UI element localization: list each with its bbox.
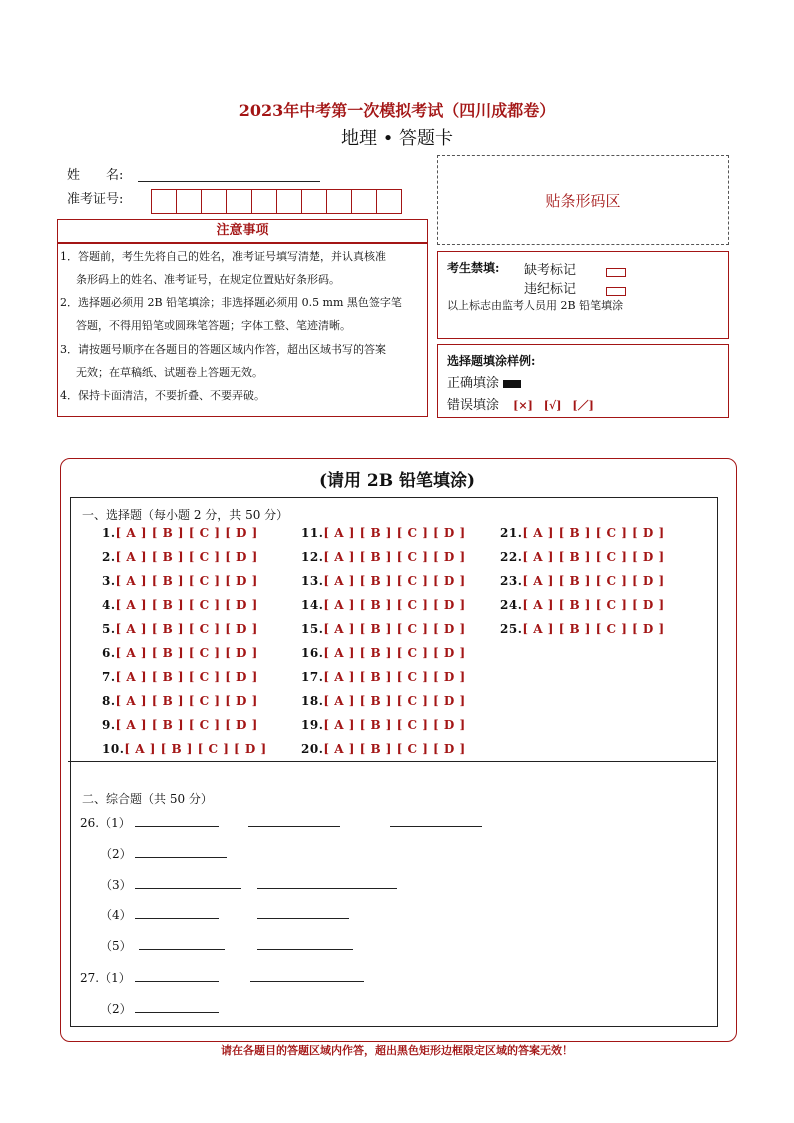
choice-row[interactable]: 1.[ A ] [ B ] [ C ] [ D ] bbox=[102, 526, 258, 540]
id-label: 准考证号: bbox=[67, 192, 124, 207]
answer-blank[interactable] bbox=[135, 876, 241, 889]
q26-4: （4） bbox=[100, 906, 349, 923]
answer-blank[interactable] bbox=[135, 814, 219, 827]
choice-row[interactable]: 23.[ A ] [ B ] [ C ] [ D ] bbox=[500, 574, 665, 588]
choice-column-2 bbox=[301, 526, 466, 766]
choice-row[interactable]: 15.[ A ] [ B ] [ C ] [ D ] bbox=[301, 622, 466, 636]
choice-column-3 bbox=[500, 526, 665, 646]
notice-item: 无效；在草稿纸、试题卷上答题无效。 bbox=[76, 366, 263, 379]
choice-row[interactable]: 17.[ A ] [ B ] [ C ] [ D ] bbox=[301, 670, 466, 684]
violation-label: 违纪标记 bbox=[524, 282, 577, 297]
name-label: 姓 名: bbox=[67, 168, 124, 183]
choice-row[interactable]: 12.[ A ] [ B ] [ C ] [ D ] bbox=[301, 550, 466, 564]
correct-fill-label: 正确填涂 bbox=[447, 376, 500, 391]
answer-blank[interactable] bbox=[135, 969, 219, 982]
id-digit-box[interactable] bbox=[176, 189, 202, 214]
q27-2: （2） bbox=[100, 1000, 219, 1017]
choice-row[interactable]: 5.[ A ] [ B ] [ C ] [ D ] bbox=[102, 622, 258, 636]
choice-row[interactable]: 9.[ A ] [ B ] [ C ] [ D ] bbox=[102, 718, 258, 732]
wrong-fill-label: 错误填涂 bbox=[447, 398, 500, 413]
choice-row[interactable]: 2.[ A ] [ B ] [ C ] [ D ] bbox=[102, 550, 258, 564]
pen-note: (请用 2B 铅笔填涂) bbox=[318, 471, 476, 491]
q27-1: 27.（1） bbox=[80, 969, 364, 986]
id-digit-box[interactable] bbox=[151, 189, 177, 214]
answer-blank[interactable] bbox=[248, 814, 340, 827]
answer-blank[interactable] bbox=[135, 845, 227, 858]
id-digit-box[interactable] bbox=[276, 189, 302, 214]
id-digit-box[interactable] bbox=[201, 189, 227, 214]
exam-title: 2023年中考第一次模拟考试（四川成都卷） bbox=[238, 101, 556, 120]
absent-mark[interactable] bbox=[606, 262, 626, 281]
choice-row[interactable]: 19.[ A ] [ B ] [ C ] [ D ] bbox=[301, 718, 466, 732]
choice-row[interactable]: 24.[ A ] [ B ] [ C ] [ D ] bbox=[500, 598, 665, 612]
id-digit-box[interactable] bbox=[351, 189, 377, 214]
notice-heading: 注意事项 bbox=[57, 219, 428, 243]
absent-label: 缺考标记 bbox=[524, 263, 577, 278]
notice-item: 4．保持卡面清洁，不要折叠、不要弄破。 bbox=[60, 389, 265, 402]
name-field[interactable] bbox=[138, 181, 320, 182]
section1-title: 一、选择题（每小题 2 分，共 50 分） bbox=[82, 508, 289, 522]
section2-title: 二、综合题（共 50 分） bbox=[82, 792, 213, 806]
choice-row[interactable]: 16.[ A ] [ B ] [ C ] [ D ] bbox=[301, 646, 466, 660]
answer-blank[interactable] bbox=[139, 937, 225, 950]
choice-row[interactable]: 11.[ A ] [ B ] [ C ] [ D ] bbox=[301, 526, 466, 540]
id-digit-box[interactable] bbox=[251, 189, 277, 214]
wrong-fill-marks: [×] [√] [／] bbox=[513, 399, 594, 412]
barcode-label: 贴条形码区 bbox=[545, 191, 621, 210]
notice-item: 答题，不得用铅笔或圆珠笔答题；字体工整、笔迹清晰。 bbox=[76, 319, 351, 332]
q26-5: （5） bbox=[100, 937, 353, 954]
choice-row[interactable]: 14.[ A ] [ B ] [ C ] [ D ] bbox=[301, 598, 466, 612]
choice-row[interactable]: 22.[ A ] [ B ] [ C ] [ D ] bbox=[500, 550, 665, 564]
barcode-area bbox=[437, 155, 729, 245]
notice-item: 3．请按题号顺序在各题目的答题区域内作答，超出区域书写的答案 bbox=[60, 343, 386, 356]
exam-subtitle: 地理 • 答题卡 bbox=[340, 128, 454, 149]
id-digit-box[interactable] bbox=[226, 189, 252, 214]
correct-fill-mark bbox=[503, 380, 521, 388]
choice-row[interactable]: 25.[ A ] [ B ] [ C ] [ D ] bbox=[500, 622, 665, 636]
choice-row[interactable]: 21.[ A ] [ B ] [ C ] [ D ] bbox=[500, 526, 665, 540]
choice-row[interactable]: 10.[ A ] [ B ] [ C ] [ D ] bbox=[102, 742, 267, 756]
notice-item: 1．答题前，考生先将自己的姓名，准考证号填写清楚，并认真核准 bbox=[60, 250, 386, 263]
id-digit-box[interactable] bbox=[376, 189, 402, 214]
choice-row[interactable]: 8.[ A ] [ B ] [ C ] [ D ] bbox=[102, 694, 258, 708]
answer-blank[interactable] bbox=[135, 906, 219, 919]
choice-row[interactable]: 18.[ A ] [ B ] [ C ] [ D ] bbox=[301, 694, 466, 708]
q26-2: （2） bbox=[100, 845, 227, 862]
q26-1: 26.（1） bbox=[80, 814, 482, 831]
section-divider bbox=[68, 761, 716, 762]
footer-warning: 请在各题目的答题区域内作答，超出黑色矩形边框限定区域的答案无效！ bbox=[221, 1044, 573, 1057]
id-digit-box[interactable] bbox=[326, 189, 352, 214]
choice-row[interactable]: 3.[ A ] [ B ] [ C ] [ D ] bbox=[102, 574, 258, 588]
choice-row[interactable]: 20.[ A ] [ B ] [ C ] [ D ] bbox=[301, 742, 466, 756]
choice-column-1 bbox=[102, 526, 267, 766]
sample-heading: 选择题填涂样例: bbox=[447, 354, 536, 368]
forbidden-label: 考生禁填: bbox=[447, 261, 500, 275]
notice-item: 2．选择题必须用 2B 铅笔填涂；非选择题必须用 0.5 mm 黑色签字笔 bbox=[60, 296, 402, 309]
id-digit-box[interactable] bbox=[301, 189, 327, 214]
answer-blank[interactable] bbox=[257, 937, 353, 950]
answer-blank[interactable] bbox=[135, 1000, 219, 1013]
notice-item: 条形码上的姓名、准考证号，在规定位置贴好条形码。 bbox=[76, 273, 340, 286]
answer-blank[interactable] bbox=[257, 906, 349, 919]
answer-blank[interactable] bbox=[250, 969, 364, 982]
answer-blank[interactable] bbox=[390, 814, 482, 827]
answer-blank[interactable] bbox=[257, 876, 397, 889]
choice-row[interactable]: 6.[ A ] [ B ] [ C ] [ D ] bbox=[102, 646, 258, 660]
choice-row[interactable]: 4.[ A ] [ B ] [ C ] [ D ] bbox=[102, 598, 258, 612]
id-number-boxes[interactable] bbox=[151, 189, 401, 214]
proctor-note: 以上标志由监考人员用 2B 铅笔填涂 bbox=[447, 299, 624, 312]
choice-row[interactable]: 7.[ A ] [ B ] [ C ] [ D ] bbox=[102, 670, 258, 684]
q26-3: （3） bbox=[100, 876, 397, 893]
choice-row[interactable]: 13.[ A ] [ B ] [ C ] [ D ] bbox=[301, 574, 466, 588]
